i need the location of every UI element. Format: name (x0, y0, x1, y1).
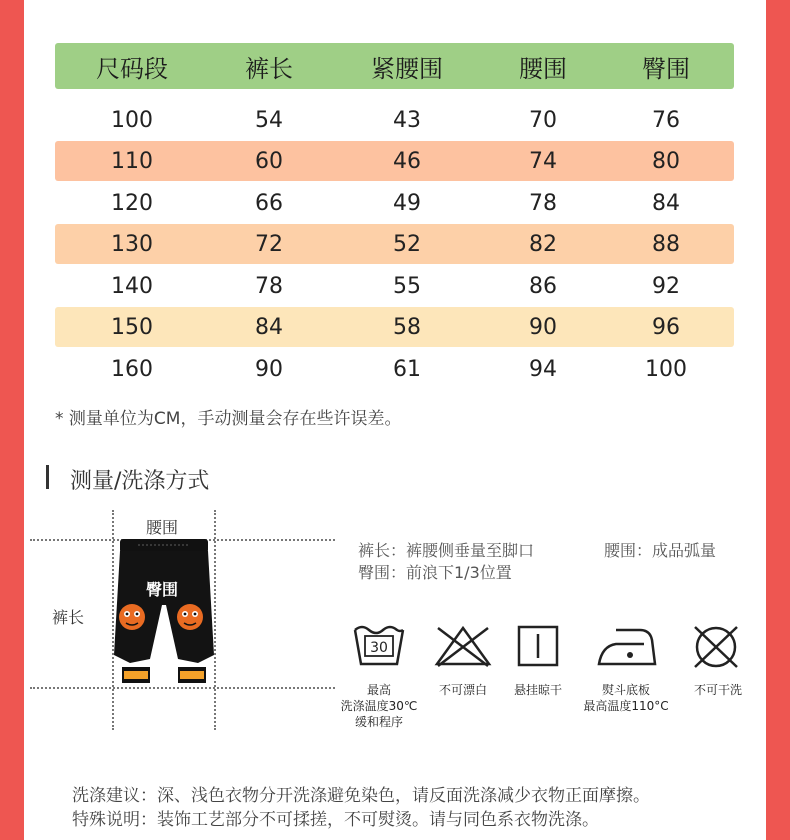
section-marker (46, 465, 49, 489)
cell-hip: 84 (652, 190, 680, 216)
waist-label: 腰围 (146, 518, 179, 537)
no-bleach-icon (434, 624, 492, 668)
cell-tight-waist: 49 (393, 190, 421, 216)
table-row (55, 224, 734, 264)
cell-length: 84 (255, 314, 283, 340)
header-waist: 腰围 (519, 54, 567, 83)
no-dry-clean-icon (692, 624, 740, 670)
wash-temp-text: 30 (370, 640, 388, 656)
cell-size: 130 (111, 231, 153, 257)
cell-waist: 86 (529, 273, 557, 299)
wash-label: 最高 洗涤温度30℃ 缓和程序 (340, 683, 418, 729)
special-note: 特殊说明：装饰工艺部分不可揉搓，不可熨烫。请与同色系衣物洗涤。 (72, 810, 599, 830)
cell-hip: 96 (652, 314, 680, 340)
iron-medium-icon (596, 624, 658, 668)
cell-size: 120 (111, 190, 153, 216)
cell-length: 54 (255, 107, 283, 133)
section-title: 测量/洗涤方式 (70, 469, 210, 494)
cell-length: 72 (255, 231, 283, 257)
table-row (55, 141, 734, 181)
size-table-header (55, 43, 734, 89)
cell-tight-waist: 58 (393, 314, 421, 340)
header-hip: 臀围 (642, 54, 690, 83)
pants-illustration (108, 535, 220, 690)
cell-waist: 90 (529, 314, 557, 340)
cell-waist: 70 (529, 107, 557, 133)
hip-label: 臀围 (146, 580, 179, 599)
hang-dry-icon (516, 624, 560, 668)
cell-hip: 76 (652, 107, 680, 133)
no-dry-clean-label: 不可干洗 (693, 683, 743, 697)
table-row (55, 100, 734, 140)
table-row (55, 266, 734, 306)
iron-label: 熨斗底板 最高温度110°C (583, 683, 669, 713)
header-length: 裤长 (245, 54, 293, 83)
cell-hip: 92 (652, 273, 680, 299)
cell-size: 140 (111, 273, 153, 299)
cell-tight-waist: 61 (393, 356, 421, 382)
cell-waist: 78 (529, 190, 557, 216)
cell-length: 90 (255, 356, 283, 382)
cell-tight-waist: 43 (393, 107, 421, 133)
length-label: 裤长 (52, 608, 85, 627)
header-tight-waist: 紧腰围 (371, 54, 443, 83)
washing-advice: 洗涤建议：深、浅色衣物分开洗涤避免染色，请反面洗涤减少衣物正面摩擦。 (72, 786, 650, 806)
cell-hip: 100 (645, 356, 687, 382)
table-row (55, 349, 734, 389)
cell-waist: 74 (529, 148, 557, 174)
cell-waist: 82 (529, 231, 557, 257)
cell-waist: 94 (529, 356, 557, 382)
cell-hip: 88 (652, 231, 680, 257)
no-bleach-label: 不可漂白 (438, 683, 488, 697)
hang-dry-label: 悬挂晾干 (513, 683, 563, 697)
measurement-note: * 测量单位为CM，手动测量会存在些许误差。 (55, 409, 402, 429)
cell-length: 66 (255, 190, 283, 216)
cell-size: 160 (111, 356, 153, 382)
cell-size: 100 (111, 107, 153, 133)
header-size: 尺码段 (96, 54, 168, 83)
cell-tight-waist: 52 (393, 231, 421, 257)
hip-definition: 臀围：前浪下1/3位置 (358, 563, 512, 582)
cell-tight-waist: 55 (393, 273, 421, 299)
length-definition: 裤长：裤腰侧垂量至脚口 (358, 541, 535, 560)
table-row (55, 307, 734, 347)
wash-30-icon (352, 622, 406, 668)
cell-length: 78 (255, 273, 283, 299)
cell-length: 60 (255, 148, 283, 174)
cell-tight-waist: 46 (393, 148, 421, 174)
cell-size: 150 (111, 314, 153, 340)
waist-definition: 腰围：成品弧量 (604, 541, 717, 560)
table-row (55, 183, 734, 223)
cell-hip: 80 (652, 148, 680, 174)
cell-size: 110 (111, 148, 153, 174)
